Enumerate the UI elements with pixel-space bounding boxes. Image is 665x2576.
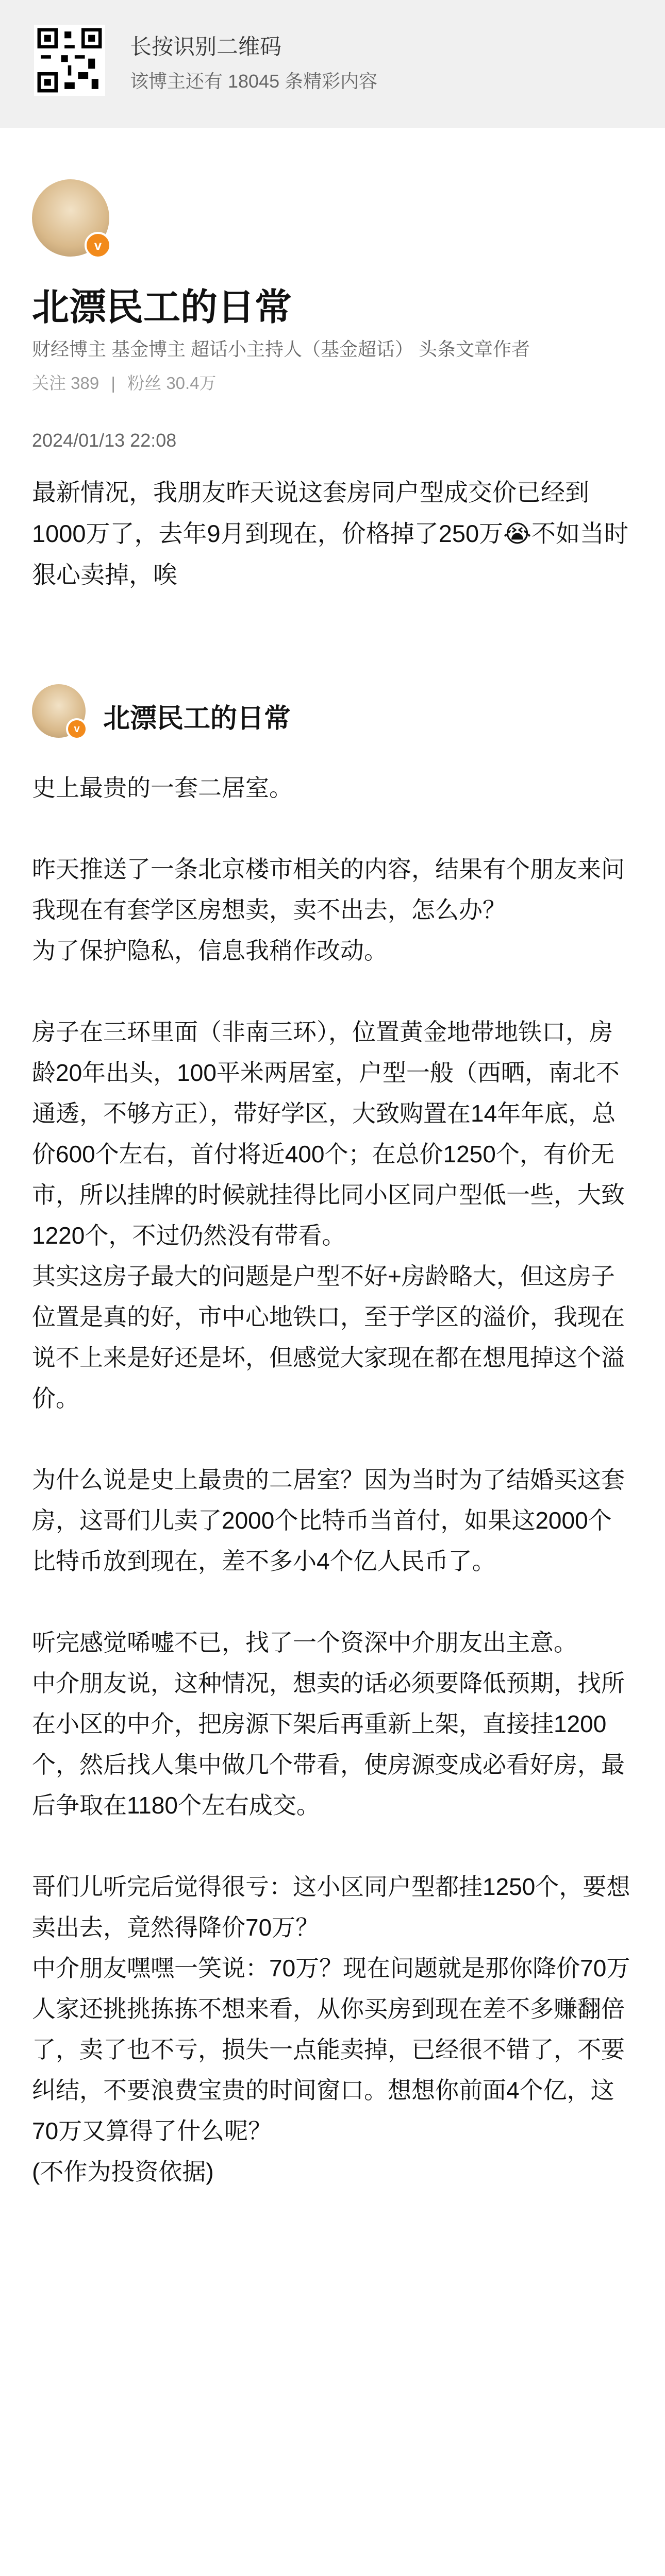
qr-banner-title: 长按识别二维码 [130, 35, 282, 59]
quoted-paragraph: 中介朋友嘿嘿一笑说：70万？现在问题就是那你降价70万人家还挑挑拣拣不想来看，从你买房到现在差不多赚翻倍了，卖了也不亏，损失一点能卖掉，已经很不错了，不要纠结，不要浪费宝贵的时间窗口。想想你前面4个亿，这70万又算得了什么呢？ [32, 1955, 630, 2144]
quoted-card [0, 653, 665, 2576]
author-tags: 财经博主 基金博主 超话小主持人（基金超话） 头条文章作者 [32, 338, 530, 360]
quoted-paragraph: 其实这房子最大的问题是户型不好+房龄略大，但这房子位置是真的好，市中心地铁口，至于学区的溢价，我现在说不上来是好还是坏，但感觉大家现在都在想甩掉这个溢价。 [32, 1263, 625, 1412]
avatar[interactable] [32, 179, 109, 257]
fans-count: 粉丝 30.4万 [127, 374, 217, 393]
quoted-paragraph: 为什么说是史上最贵的二居室？因为当时为了结婚买这套房，这哥们儿卖了2000个比特币当首付，如果这2000个比特币放到现在，差不多小4个亿人民币了。 [32, 1466, 625, 1574]
quoted-author-name[interactable]: 北漂民工的日常 [103, 704, 291, 734]
follow-count: 关注 389 [32, 374, 99, 393]
quoted-verified-badge: v [66, 718, 88, 740]
author-stats [32, 370, 224, 394]
paragraph-gap [32, 808, 635, 849]
quoted-paragraph: 昨天推送了一条北京楼市相关的内容，结果有个朋友来问我现在有套学区房想卖，卖不出去，怎么办？ [32, 856, 625, 923]
quoted-paragraph: 中介朋友说，这种情况，想卖的话必须要降低预期，找所在小区的中介，把房源下架后再重新上架，直接挂1200个，然后找人集中做几个带看，使房源变成必看好房，最后争取在1180个左右成交。 [32, 1670, 625, 1819]
quoted-paragraph: 房子在三环里面（非南三环），位置黄金地带地铁口，房龄20年出头，100平米两居室，户型一般（西晒，南北不通透，不够方正），带好学区，大致购置在14年年底，总价600个左右，首付将近400个；在总价1250个，有价无市，所以挂牌的时候就挂得比同小区同户型低一些，大致1220个，不过仍然没有带看。 [32, 1019, 625, 1249]
quoted-paragraph: 哥们儿听完后觉得很亏：这小区同户型都挂1250个，要想卖出去，竟然得降价70万？ [32, 1873, 630, 1941]
stats-divider: | [111, 374, 115, 393]
qr-banner-subtitle: 该博主还有 18045 条精彩内容 [130, 71, 378, 92]
post-card [0, 128, 665, 653]
paragraph-gap [32, 971, 635, 1012]
verified-badge: v [85, 232, 111, 259]
quoted-paragraph: (不作为投资依据) [32, 2158, 214, 2185]
quoted-text [32, 768, 635, 2192]
paragraph-gap [32, 1826, 635, 1867]
post-date: 2024/01/13 22:08 [32, 430, 177, 451]
quoted-paragraph: 史上最贵的一套二居室。 [32, 774, 293, 801]
quoted-paragraph: 听完感觉唏嘘不已，找了一个资深中介朋友出主意。 [32, 1629, 577, 1656]
author-name[interactable]: 北漂民工的日常 [32, 287, 292, 328]
paragraph-gap [32, 1419, 635, 1460]
qr-banner [0, 0, 665, 124]
quoted-avatar[interactable] [32, 684, 86, 738]
post-text: 最新情况，我朋友昨天说这套房同户型成交价已经到1000万了，去年9月到现在，价格掉了250万😭不如当时狠心卖掉，唉 [32, 479, 629, 588]
quoted-paragraph: 为了保护隐私，信息我稍作改动。 [32, 937, 388, 964]
paragraph-gap [32, 1582, 635, 1622]
qr-code-icon[interactable] [34, 25, 105, 96]
